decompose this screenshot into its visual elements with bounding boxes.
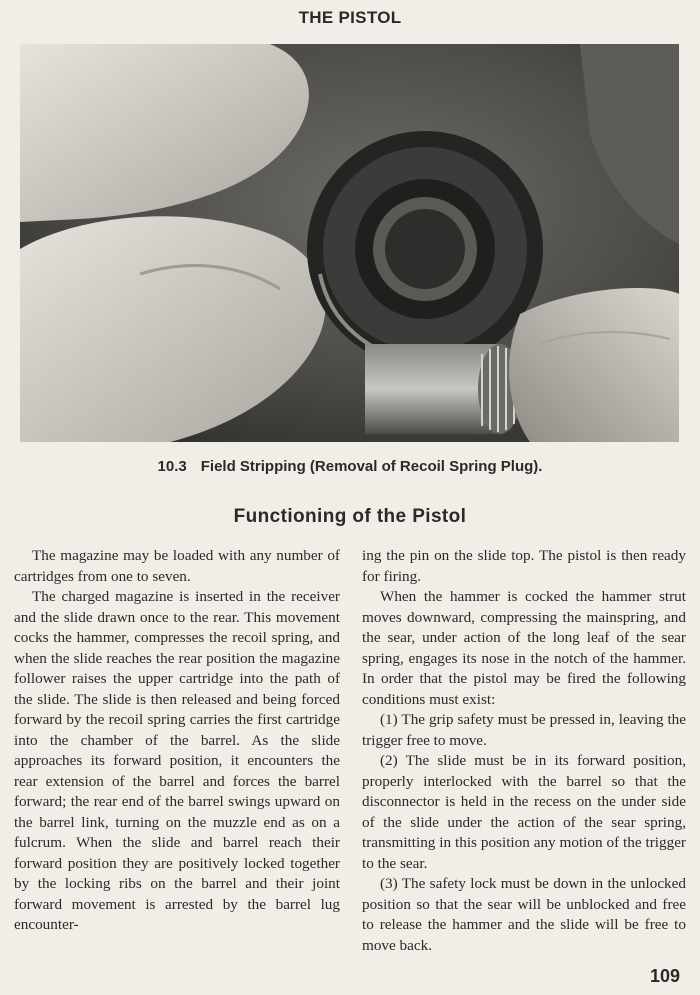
field-stripping-photo bbox=[20, 44, 679, 442]
paragraph-continued: ing the pin on the slide top. The pistol is then ready for firing. bbox=[362, 547, 686, 585]
paragraph: The charged magazine is inserted in the receiver and the slide drawn once to the rear. This movement cocks the hammer, compresses the recoil spring, and when the slide reaches the rear position the magazine follower raises the upper cartridge into the path of the slide. The slide is then released and being forced forward by the recoil spring carries the first cartridge into the chamber of the barrel. As the slide approaches its forward position, it encounters the rear extension of the barrel and forces the barrel forward; the rear end of the barrel swings upward on the barrel link, turning on the muzzle end as on a fulcrum. When the slide and barrel reach their forward position they are positively locked together by the locking ribs on the barrel and their joint forward movement is arrested by the barrel lug encounter- bbox=[14, 588, 340, 933]
figure-number: 10.3 bbox=[157, 458, 187, 475]
condition-1: (1) The grip safety must be pressed in, leaving the trigger free to move. bbox=[362, 711, 686, 749]
page-number: 109 bbox=[649, 966, 680, 986]
paragraph: When the hammer is cocked the hammer strut moves downward, compressing the mainspring, and the sear, under action of the long leaf of the sear spring, engages its nose in the notch of the hammer. In order that the pistol may be fired the following conditions must exist: bbox=[362, 588, 686, 708]
left-column bbox=[14, 546, 340, 936]
figure-caption-text: Field Stripping (Removal of Recoil Spring Plug). bbox=[200, 458, 543, 475]
section-title: Functioning of the Pistol bbox=[233, 506, 467, 527]
figure-caption bbox=[0, 458, 700, 475]
right-column bbox=[362, 546, 686, 956]
condition-3: (3) The safety lock must be down in the unlocked position so that the sear will be unblocked and free to release the hammer and the slide will be free to move back. bbox=[362, 875, 686, 954]
condition-2: (2) The slide must be in its forward position, properly interlocked with the barrel so that the disconnector is held in the recess on the under side of the slide under the action of the sear spring, transmitting in this position any motion of the trigger to the sear. bbox=[362, 752, 686, 872]
photo-illustration bbox=[20, 44, 679, 442]
paragraph: The magazine may be loaded with any number of cartridges from one to seven. bbox=[14, 547, 340, 585]
running-head: THE PISTOL bbox=[298, 8, 402, 27]
